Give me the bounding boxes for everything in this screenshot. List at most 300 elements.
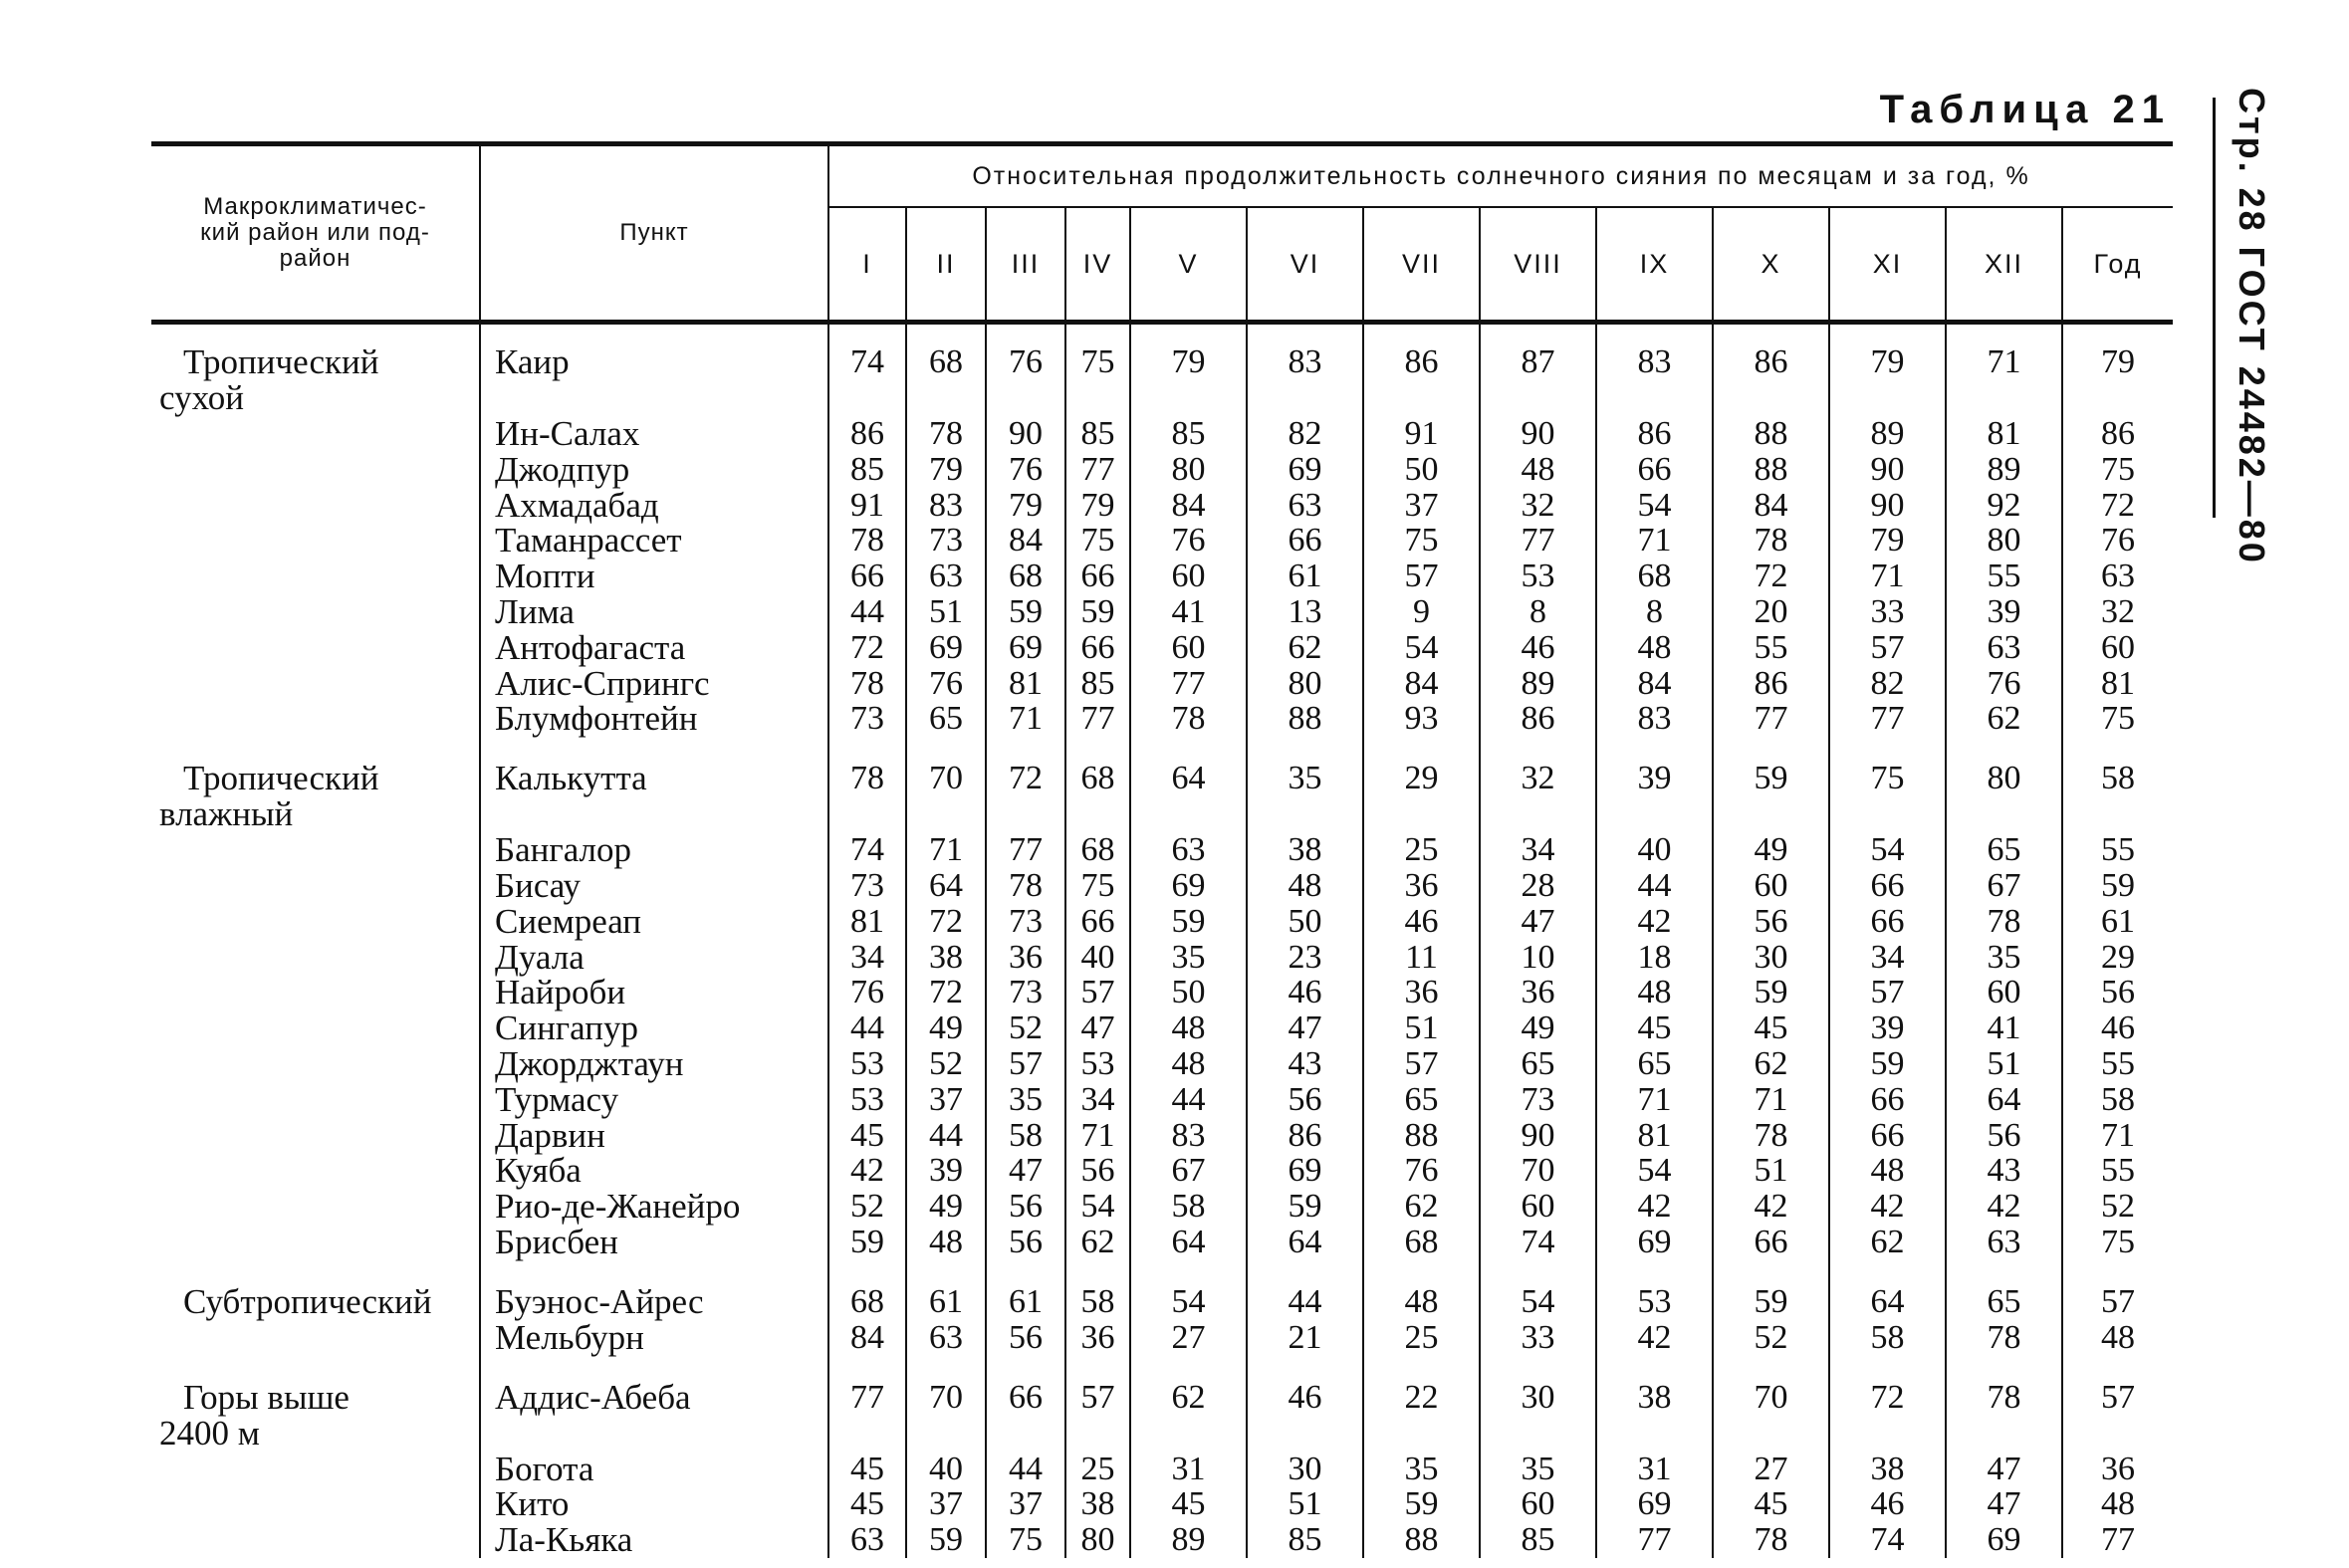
- value-cell-VI: 50: [1247, 904, 1363, 940]
- value-cell-X: 72: [1713, 559, 1829, 594]
- table-row: [151, 594, 2173, 630]
- value-cell-IV: 40: [1065, 940, 1130, 976]
- value-cell-III: 56: [986, 1189, 1065, 1225]
- value-cell-XII: 55: [1946, 559, 2062, 594]
- value-cell-V: 41: [1130, 594, 1247, 630]
- value-cell-Год: 56: [2062, 975, 2173, 1010]
- value-cell-IV: 85: [1065, 416, 1130, 452]
- value-cell-I: 84: [828, 1320, 906, 1356]
- region-cell: [151, 1452, 480, 1487]
- value-cell-V: 79: [1130, 323, 1247, 417]
- value-cell-IX: 71: [1596, 1082, 1713, 1118]
- value-cell-III: 90: [986, 416, 1065, 452]
- value-cell-IV: 75: [1065, 323, 1130, 417]
- value-cell-Год: 48: [2062, 1320, 2173, 1356]
- value-cell-V: 62: [1130, 1356, 1247, 1452]
- value-cell-V: 76: [1130, 523, 1247, 559]
- value-cell-II: 52: [906, 1046, 986, 1082]
- value-cell-II: 51: [906, 594, 986, 630]
- value-cell-VII: 11: [1363, 940, 1480, 976]
- value-cell-IX: 31: [1596, 1452, 1713, 1487]
- value-cell-V: 27: [1130, 1320, 1247, 1356]
- value-cell-VIII: 87: [1480, 323, 1596, 417]
- value-cell-III: 66: [986, 1356, 1065, 1452]
- value-cell-IX: 42: [1596, 1189, 1713, 1225]
- value-cell-II: 72: [906, 904, 986, 940]
- value-cell-Год: 36: [2062, 1452, 2173, 1487]
- value-cell-III: 61: [986, 1260, 1065, 1320]
- region-label: сухой: [159, 378, 244, 417]
- value-cell-VII: 46: [1363, 904, 1480, 940]
- table-row: [151, 975, 2173, 1010]
- value-cell-XII: 63: [1946, 630, 2062, 666]
- value-cell-I: 74: [828, 323, 906, 417]
- value-cell-V: 48: [1130, 1010, 1247, 1046]
- value-cell-VII: 91: [1363, 416, 1480, 452]
- value-cell-II: 70: [906, 737, 986, 832]
- value-cell-XI: 48: [1829, 1153, 1946, 1189]
- value-cell-VIII: 89: [1480, 666, 1596, 702]
- region-cell: [151, 559, 480, 594]
- value-cell-XI: 82: [1829, 666, 1946, 702]
- value-cell-V: 89: [1130, 1522, 1247, 1558]
- table-row: [151, 701, 2173, 737]
- value-cell-VIII: 73: [1480, 1082, 1596, 1118]
- header-region: Макроклиматичес- кий район или под- район: [151, 144, 480, 323]
- value-cell-VIII: 90: [1480, 1118, 1596, 1154]
- header-month-12: XII: [1946, 207, 2062, 323]
- value-cell-IV: 57: [1065, 975, 1130, 1010]
- value-cell-I: 68: [828, 1260, 906, 1320]
- region-label: Тропический: [183, 759, 379, 798]
- station-cell: Джорджтаун: [480, 1046, 828, 1082]
- value-cell-III: 71: [986, 701, 1065, 737]
- value-cell-I: 77: [828, 1356, 906, 1452]
- value-cell-IX: 42: [1596, 904, 1713, 940]
- value-cell-IV: 66: [1065, 559, 1130, 594]
- value-cell-IX: 54: [1596, 488, 1713, 524]
- value-cell-XI: 54: [1829, 832, 1946, 868]
- value-cell-XII: 43: [1946, 1153, 2062, 1189]
- value-cell-IV: 79: [1065, 488, 1130, 524]
- value-cell-I: 78: [828, 523, 906, 559]
- station-cell: Бангалор: [480, 832, 828, 868]
- table-row: [151, 323, 2173, 417]
- value-cell-I: 78: [828, 666, 906, 702]
- value-cell-VII: 9: [1363, 594, 1480, 630]
- value-cell-IV: 34: [1065, 1082, 1130, 1118]
- value-cell-XII: 65: [1946, 832, 2062, 868]
- table-row: [151, 1153, 2173, 1189]
- value-cell-I: 45: [828, 1118, 906, 1154]
- value-cell-VIII: 60: [1480, 1486, 1596, 1522]
- value-cell-Год: 72: [2062, 488, 2173, 524]
- value-cell-V: 64: [1130, 1225, 1247, 1260]
- value-cell-Год: 61: [2062, 904, 2173, 940]
- value-cell-I: 85: [828, 452, 906, 488]
- value-cell-VII: 36: [1363, 868, 1480, 904]
- value-cell-VIII: 49: [1480, 1010, 1596, 1046]
- value-cell-III: 69: [986, 630, 1065, 666]
- table-row: [151, 1225, 2173, 1260]
- region-cell: [151, 701, 480, 737]
- value-cell-IX: 83: [1596, 701, 1713, 737]
- value-cell-VII: 88: [1363, 1118, 1480, 1154]
- value-cell-X: 20: [1713, 594, 1829, 630]
- station-cell: Блумфонтейн: [480, 701, 828, 737]
- station-cell: Найроби: [480, 975, 828, 1010]
- value-cell-X: 27: [1713, 1452, 1829, 1487]
- value-cell-VIII: 65: [1480, 1046, 1596, 1082]
- header-month-1: I: [828, 207, 906, 323]
- value-cell-VI: 47: [1247, 1010, 1363, 1046]
- value-cell-VII: 51: [1363, 1010, 1480, 1046]
- header-month-13: Год: [2062, 207, 2173, 323]
- value-cell-X: 86: [1713, 666, 1829, 702]
- value-cell-IX: 38: [1596, 1356, 1713, 1452]
- value-cell-Год: 55: [2062, 1046, 2173, 1082]
- value-cell-III: 47: [986, 1153, 1065, 1189]
- value-cell-I: 78: [828, 737, 906, 832]
- value-cell-I: 53: [828, 1082, 906, 1118]
- region-cell: [151, 488, 480, 524]
- value-cell-XI: 66: [1829, 1118, 1946, 1154]
- value-cell-VI: 46: [1247, 975, 1363, 1010]
- value-cell-XI: 90: [1829, 452, 1946, 488]
- value-cell-VII: 84: [1363, 666, 1480, 702]
- value-cell-II: 63: [906, 559, 986, 594]
- value-cell-IV: 38: [1065, 1486, 1130, 1522]
- value-cell-VIII: 33: [1480, 1320, 1596, 1356]
- station-cell: Ин-Салах: [480, 416, 828, 452]
- value-cell-VIII: 32: [1480, 737, 1596, 832]
- value-cell-VI: 43: [1247, 1046, 1363, 1082]
- value-cell-XI: 66: [1829, 904, 1946, 940]
- table-row: [151, 1260, 2173, 1320]
- region-cell: [151, 1225, 480, 1260]
- value-cell-II: 49: [906, 1010, 986, 1046]
- station-cell: Лима: [480, 594, 828, 630]
- header-month-2: II: [906, 207, 986, 323]
- station-cell: Буэнос-Айрес: [480, 1260, 828, 1320]
- value-cell-XII: 81: [1946, 416, 2062, 452]
- value-cell-II: 38: [906, 940, 986, 976]
- value-cell-VII: 54: [1363, 630, 1480, 666]
- value-cell-Год: 58: [2062, 1082, 2173, 1118]
- station-cell: Бисау: [480, 868, 828, 904]
- table-row: [151, 1118, 2173, 1154]
- value-cell-Год: 77: [2062, 1522, 2173, 1558]
- table-body: [151, 323, 2173, 1558]
- value-cell-VII: 76: [1363, 1153, 1480, 1189]
- value-cell-IX: 66: [1596, 452, 1713, 488]
- value-cell-VIII: 53: [1480, 559, 1596, 594]
- region-label: влажный: [159, 794, 294, 834]
- value-cell-X: 45: [1713, 1486, 1829, 1522]
- station-cell: Антофагаста: [480, 630, 828, 666]
- value-cell-VI: 46: [1247, 1356, 1363, 1452]
- region-cell: [151, 904, 480, 940]
- side-header: Стр. 28 ГОСТ 24482—80: [2232, 88, 2272, 565]
- header-month-6: VI: [1247, 207, 1363, 323]
- value-cell-XI: 77: [1829, 701, 1946, 737]
- value-cell-III: 73: [986, 904, 1065, 940]
- value-cell-Год: 75: [2062, 452, 2173, 488]
- value-cell-II: 68: [906, 323, 986, 417]
- value-cell-VIII: 85: [1480, 1522, 1596, 1558]
- table-row: [151, 1486, 2173, 1522]
- region-cell: [151, 737, 480, 832]
- value-cell-II: 64: [906, 868, 986, 904]
- value-cell-Год: 75: [2062, 1225, 2173, 1260]
- value-cell-IV: 77: [1065, 452, 1130, 488]
- value-cell-VII: 37: [1363, 488, 1480, 524]
- value-cell-X: 51: [1713, 1153, 1829, 1189]
- table-row: [151, 1356, 2173, 1452]
- value-cell-Год: 32: [2062, 594, 2173, 630]
- value-cell-I: 86: [828, 416, 906, 452]
- value-cell-VIII: 90: [1480, 416, 1596, 452]
- value-cell-VI: 13: [1247, 594, 1363, 630]
- value-cell-IX: 83: [1596, 323, 1713, 417]
- value-cell-X: 84: [1713, 488, 1829, 524]
- value-cell-X: 88: [1713, 416, 1829, 452]
- value-cell-IV: 36: [1065, 1320, 1130, 1356]
- value-cell-X: 71: [1713, 1082, 1829, 1118]
- value-cell-XI: 38: [1829, 1452, 1946, 1487]
- value-cell-I: 66: [828, 559, 906, 594]
- table-row: [151, 666, 2173, 702]
- value-cell-X: 66: [1713, 1225, 1829, 1260]
- value-cell-V: 69: [1130, 868, 1247, 904]
- value-cell-XII: 92: [1946, 488, 2062, 524]
- table-row: [151, 904, 2173, 940]
- region-cell: [151, 1260, 480, 1320]
- value-cell-XII: 78: [1946, 1356, 2062, 1452]
- value-cell-Год: 52: [2062, 1189, 2173, 1225]
- value-cell-VIII: 86: [1480, 701, 1596, 737]
- value-cell-V: 58: [1130, 1189, 1247, 1225]
- value-cell-XII: 47: [1946, 1486, 2062, 1522]
- value-cell-III: 72: [986, 737, 1065, 832]
- value-cell-V: 44: [1130, 1082, 1247, 1118]
- header-station: Пункт: [480, 144, 828, 323]
- value-cell-I: 74: [828, 832, 906, 868]
- value-cell-II: 78: [906, 416, 986, 452]
- value-cell-XII: 63: [1946, 1225, 2062, 1260]
- value-cell-II: 44: [906, 1118, 986, 1154]
- value-cell-V: 60: [1130, 559, 1247, 594]
- value-cell-II: 40: [906, 1452, 986, 1487]
- value-cell-VI: 30: [1247, 1452, 1363, 1487]
- value-cell-VI: 59: [1247, 1189, 1363, 1225]
- value-cell-VII: 22: [1363, 1356, 1480, 1452]
- value-cell-Год: 60: [2062, 630, 2173, 666]
- table-row: [151, 1189, 2173, 1225]
- value-cell-II: 76: [906, 666, 986, 702]
- value-cell-IX: 40: [1596, 832, 1713, 868]
- value-cell-V: 64: [1130, 737, 1247, 832]
- region-cell: [151, 594, 480, 630]
- region-cell: [151, 1118, 480, 1154]
- value-cell-V: 48: [1130, 1046, 1247, 1082]
- value-cell-IV: 57: [1065, 1356, 1130, 1452]
- value-cell-X: 70: [1713, 1356, 1829, 1452]
- value-cell-IV: 75: [1065, 523, 1130, 559]
- value-cell-XII: 89: [1946, 452, 2062, 488]
- value-cell-IX: 18: [1596, 940, 1713, 976]
- value-cell-IX: 69: [1596, 1225, 1713, 1260]
- value-cell-VIII: 74: [1480, 1225, 1596, 1260]
- value-cell-VIII: 36: [1480, 975, 1596, 1010]
- value-cell-VIII: 60: [1480, 1189, 1596, 1225]
- value-cell-III: 78: [986, 868, 1065, 904]
- table-row: [151, 559, 2173, 594]
- value-cell-III: 81: [986, 666, 1065, 702]
- value-cell-VII: 29: [1363, 737, 1480, 832]
- value-cell-IX: 54: [1596, 1153, 1713, 1189]
- value-cell-X: 78: [1713, 1118, 1829, 1154]
- station-cell: Турмасу: [480, 1082, 828, 1118]
- value-cell-V: 59: [1130, 904, 1247, 940]
- value-cell-III: 84: [986, 523, 1065, 559]
- value-cell-XI: 64: [1829, 1260, 1946, 1320]
- header-month-10: X: [1713, 207, 1829, 323]
- region-cell: [151, 523, 480, 559]
- value-cell-IV: 75: [1065, 868, 1130, 904]
- value-cell-IX: 48: [1596, 975, 1713, 1010]
- value-cell-III: 37: [986, 1486, 1065, 1522]
- value-cell-IX: 53: [1596, 1260, 1713, 1320]
- sunshine-table: [151, 141, 2173, 1558]
- value-cell-II: 37: [906, 1082, 986, 1118]
- value-cell-VII: 25: [1363, 1320, 1480, 1356]
- region-cell: [151, 1320, 480, 1356]
- value-cell-I: 44: [828, 594, 906, 630]
- value-cell-II: 69: [906, 630, 986, 666]
- value-cell-Год: 55: [2062, 1153, 2173, 1189]
- value-cell-VIII: 30: [1480, 1356, 1596, 1452]
- region-cell: [151, 1189, 480, 1225]
- value-cell-Год: 79: [2062, 323, 2173, 417]
- value-cell-VI: 61: [1247, 559, 1363, 594]
- value-cell-Год: 81: [2062, 666, 2173, 702]
- station-cell: Брисбен: [480, 1225, 828, 1260]
- value-cell-VIII: 35: [1480, 1452, 1596, 1487]
- value-cell-III: 68: [986, 559, 1065, 594]
- value-cell-Год: 57: [2062, 1356, 2173, 1452]
- value-cell-I: 42: [828, 1153, 906, 1189]
- value-cell-XII: 62: [1946, 701, 2062, 737]
- station-cell: Аддис-Абеба: [480, 1356, 828, 1452]
- value-cell-XI: 57: [1829, 630, 1946, 666]
- value-cell-VIII: 34: [1480, 832, 1596, 868]
- value-cell-XII: 47: [1946, 1452, 2062, 1487]
- value-cell-X: 78: [1713, 1522, 1829, 1558]
- station-cell: Мельбурн: [480, 1320, 828, 1356]
- value-cell-VI: 48: [1247, 868, 1363, 904]
- station-cell: Джодпур: [480, 452, 828, 488]
- value-cell-VI: 66: [1247, 523, 1363, 559]
- value-cell-VII: 68: [1363, 1225, 1480, 1260]
- value-cell-XI: 66: [1829, 1082, 1946, 1118]
- value-cell-Год: 76: [2062, 523, 2173, 559]
- value-cell-VIII: 32: [1480, 488, 1596, 524]
- value-cell-I: 63: [828, 1522, 906, 1558]
- value-cell-III: 56: [986, 1320, 1065, 1356]
- header-month-9: IX: [1596, 207, 1713, 323]
- header-month-3: III: [986, 207, 1065, 323]
- value-cell-VI: 21: [1247, 1320, 1363, 1356]
- value-cell-XII: 67: [1946, 868, 2062, 904]
- value-cell-VIII: 46: [1480, 630, 1596, 666]
- value-cell-XII: 80: [1946, 523, 2062, 559]
- value-cell-X: 78: [1713, 523, 1829, 559]
- value-cell-XI: 33: [1829, 594, 1946, 630]
- table-row: [151, 1082, 2173, 1118]
- value-cell-XII: 41: [1946, 1010, 2062, 1046]
- value-cell-XI: 90: [1829, 488, 1946, 524]
- value-cell-XI: 75: [1829, 737, 1946, 832]
- value-cell-II: 61: [906, 1260, 986, 1320]
- value-cell-X: 30: [1713, 940, 1829, 976]
- value-cell-II: 49: [906, 1189, 986, 1225]
- header-month-11: XI: [1829, 207, 1946, 323]
- value-cell-IV: 68: [1065, 737, 1130, 832]
- table-row: [151, 1010, 2173, 1046]
- region-cell: [151, 452, 480, 488]
- value-cell-VIII: 28: [1480, 868, 1596, 904]
- station-cell: Ла-Кьяка: [480, 1522, 828, 1558]
- table-row: [151, 488, 2173, 524]
- value-cell-IX: 65: [1596, 1046, 1713, 1082]
- value-cell-VII: 50: [1363, 452, 1480, 488]
- value-cell-Год: 29: [2062, 940, 2173, 976]
- value-cell-III: 73: [986, 975, 1065, 1010]
- value-cell-V: 63: [1130, 832, 1247, 868]
- station-cell: Каир: [480, 323, 828, 417]
- value-cell-III: 44: [986, 1452, 1065, 1487]
- value-cell-IX: 81: [1596, 1118, 1713, 1154]
- value-cell-Год: 58: [2062, 737, 2173, 832]
- value-cell-XII: 60: [1946, 975, 2062, 1010]
- region-cell: [151, 940, 480, 976]
- value-cell-VII: 65: [1363, 1082, 1480, 1118]
- value-cell-III: 36: [986, 940, 1065, 976]
- table-row: [151, 1522, 2173, 1558]
- value-cell-II: 65: [906, 701, 986, 737]
- value-cell-V: 54: [1130, 1260, 1247, 1320]
- value-cell-IV: 66: [1065, 630, 1130, 666]
- value-cell-IX: 84: [1596, 666, 1713, 702]
- value-cell-XI: 89: [1829, 416, 1946, 452]
- value-cell-I: 73: [828, 868, 906, 904]
- value-cell-IV: 59: [1065, 594, 1130, 630]
- value-cell-X: 60: [1713, 868, 1829, 904]
- value-cell-I: 72: [828, 630, 906, 666]
- station-cell: Кито: [480, 1486, 828, 1522]
- value-cell-VII: 86: [1363, 323, 1480, 417]
- value-cell-XII: 56: [1946, 1118, 2062, 1154]
- value-cell-II: 73: [906, 523, 986, 559]
- region-cell: [151, 666, 480, 702]
- value-cell-Год: 75: [2062, 701, 2173, 737]
- value-cell-IV: 47: [1065, 1010, 1130, 1046]
- value-cell-VI: 86: [1247, 1118, 1363, 1154]
- table-row: [151, 630, 2173, 666]
- station-cell: Алис-Спрингс: [480, 666, 828, 702]
- value-cell-VIII: 70: [1480, 1153, 1596, 1189]
